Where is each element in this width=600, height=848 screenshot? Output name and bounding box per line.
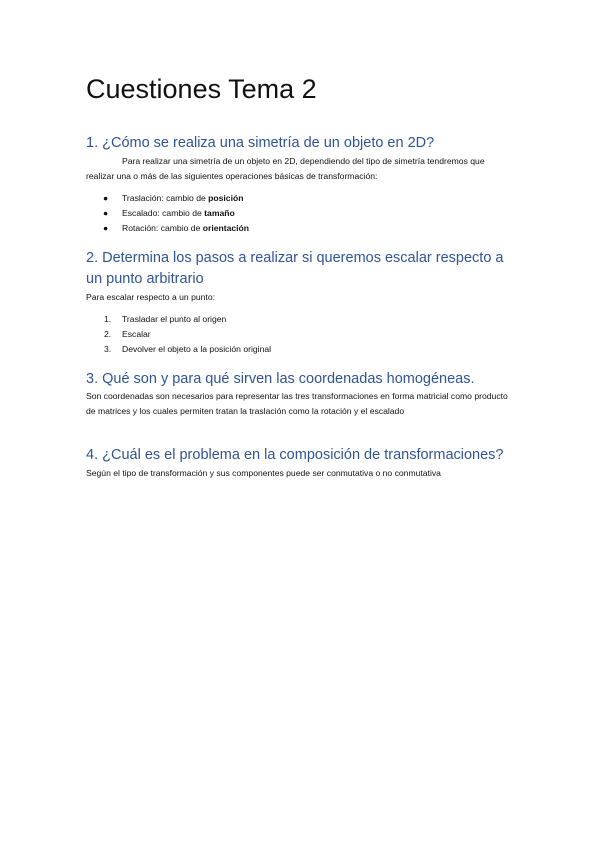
section-2-numbered-list — [86, 312, 540, 357]
bullet-text: Rotación: cambio de — [122, 223, 203, 233]
section-3-paragraph: Son coordenadas son necesarios para representar las tres transformaciones en forma matricial como producto de matrices y los cuales permiten tratan la traslación como la rotación y el escalado — [86, 391, 508, 416]
bullet-text: Escalado: cambio de — [122, 208, 205, 218]
section-1-bullet-list — [86, 191, 540, 236]
list-item — [86, 312, 540, 327]
step-text: Devolver el objeto a la posición original — [122, 344, 272, 354]
section-1-paragraph: Para realizar una simetría de un objeto en 2D, dependiendo del tipo de simetría tendremos que realizar una o más de las siguientes operaciones básicas de transformación: — [86, 156, 485, 181]
bullet-text: Traslación: cambio de — [122, 193, 209, 203]
step-text: Escalar — [122, 329, 151, 339]
bullet-bold-text: orientación — [202, 223, 250, 233]
section-3-heading: 3. Qué son y para qué sirven las coordenadas homogéneas. — [86, 371, 475, 387]
document-title: Cuestiones Tema 2 — [86, 74, 317, 104]
list-item — [86, 342, 540, 357]
step-text: Trasladar el punto al origen — [122, 314, 227, 324]
list-number: 2. — [104, 329, 112, 339]
list-item — [86, 206, 540, 221]
section-4-paragraph: Según el tipo de transformación y sus componentes puede ser conmutativa o no conmutativa — [86, 468, 441, 478]
list-item — [86, 191, 540, 206]
section-2-heading: 2. Determina los pasos a realizar si queremos escalar respecto a un punto arbitrario — [86, 250, 504, 287]
section-1-heading: 1. ¿Cómo se realiza una simetría de un objeto en 2D? — [86, 135, 435, 151]
bullet-bold-text: tamaño — [204, 208, 235, 218]
list-item — [86, 221, 540, 236]
bullet-icon: ● — [103, 223, 109, 233]
section-2-paragraph: Para escalar respecto a un punto: — [86, 292, 215, 302]
bullet-icon: ● — [103, 193, 109, 203]
section-4-heading: 4. ¿Cuál es el problema en la composición de transformaciones? — [86, 447, 504, 463]
list-number: 1. — [104, 314, 112, 324]
list-item — [86, 327, 540, 342]
list-number: 3. — [104, 344, 112, 354]
bullet-bold-text: posición — [208, 193, 244, 203]
bullet-icon: ● — [103, 208, 109, 218]
